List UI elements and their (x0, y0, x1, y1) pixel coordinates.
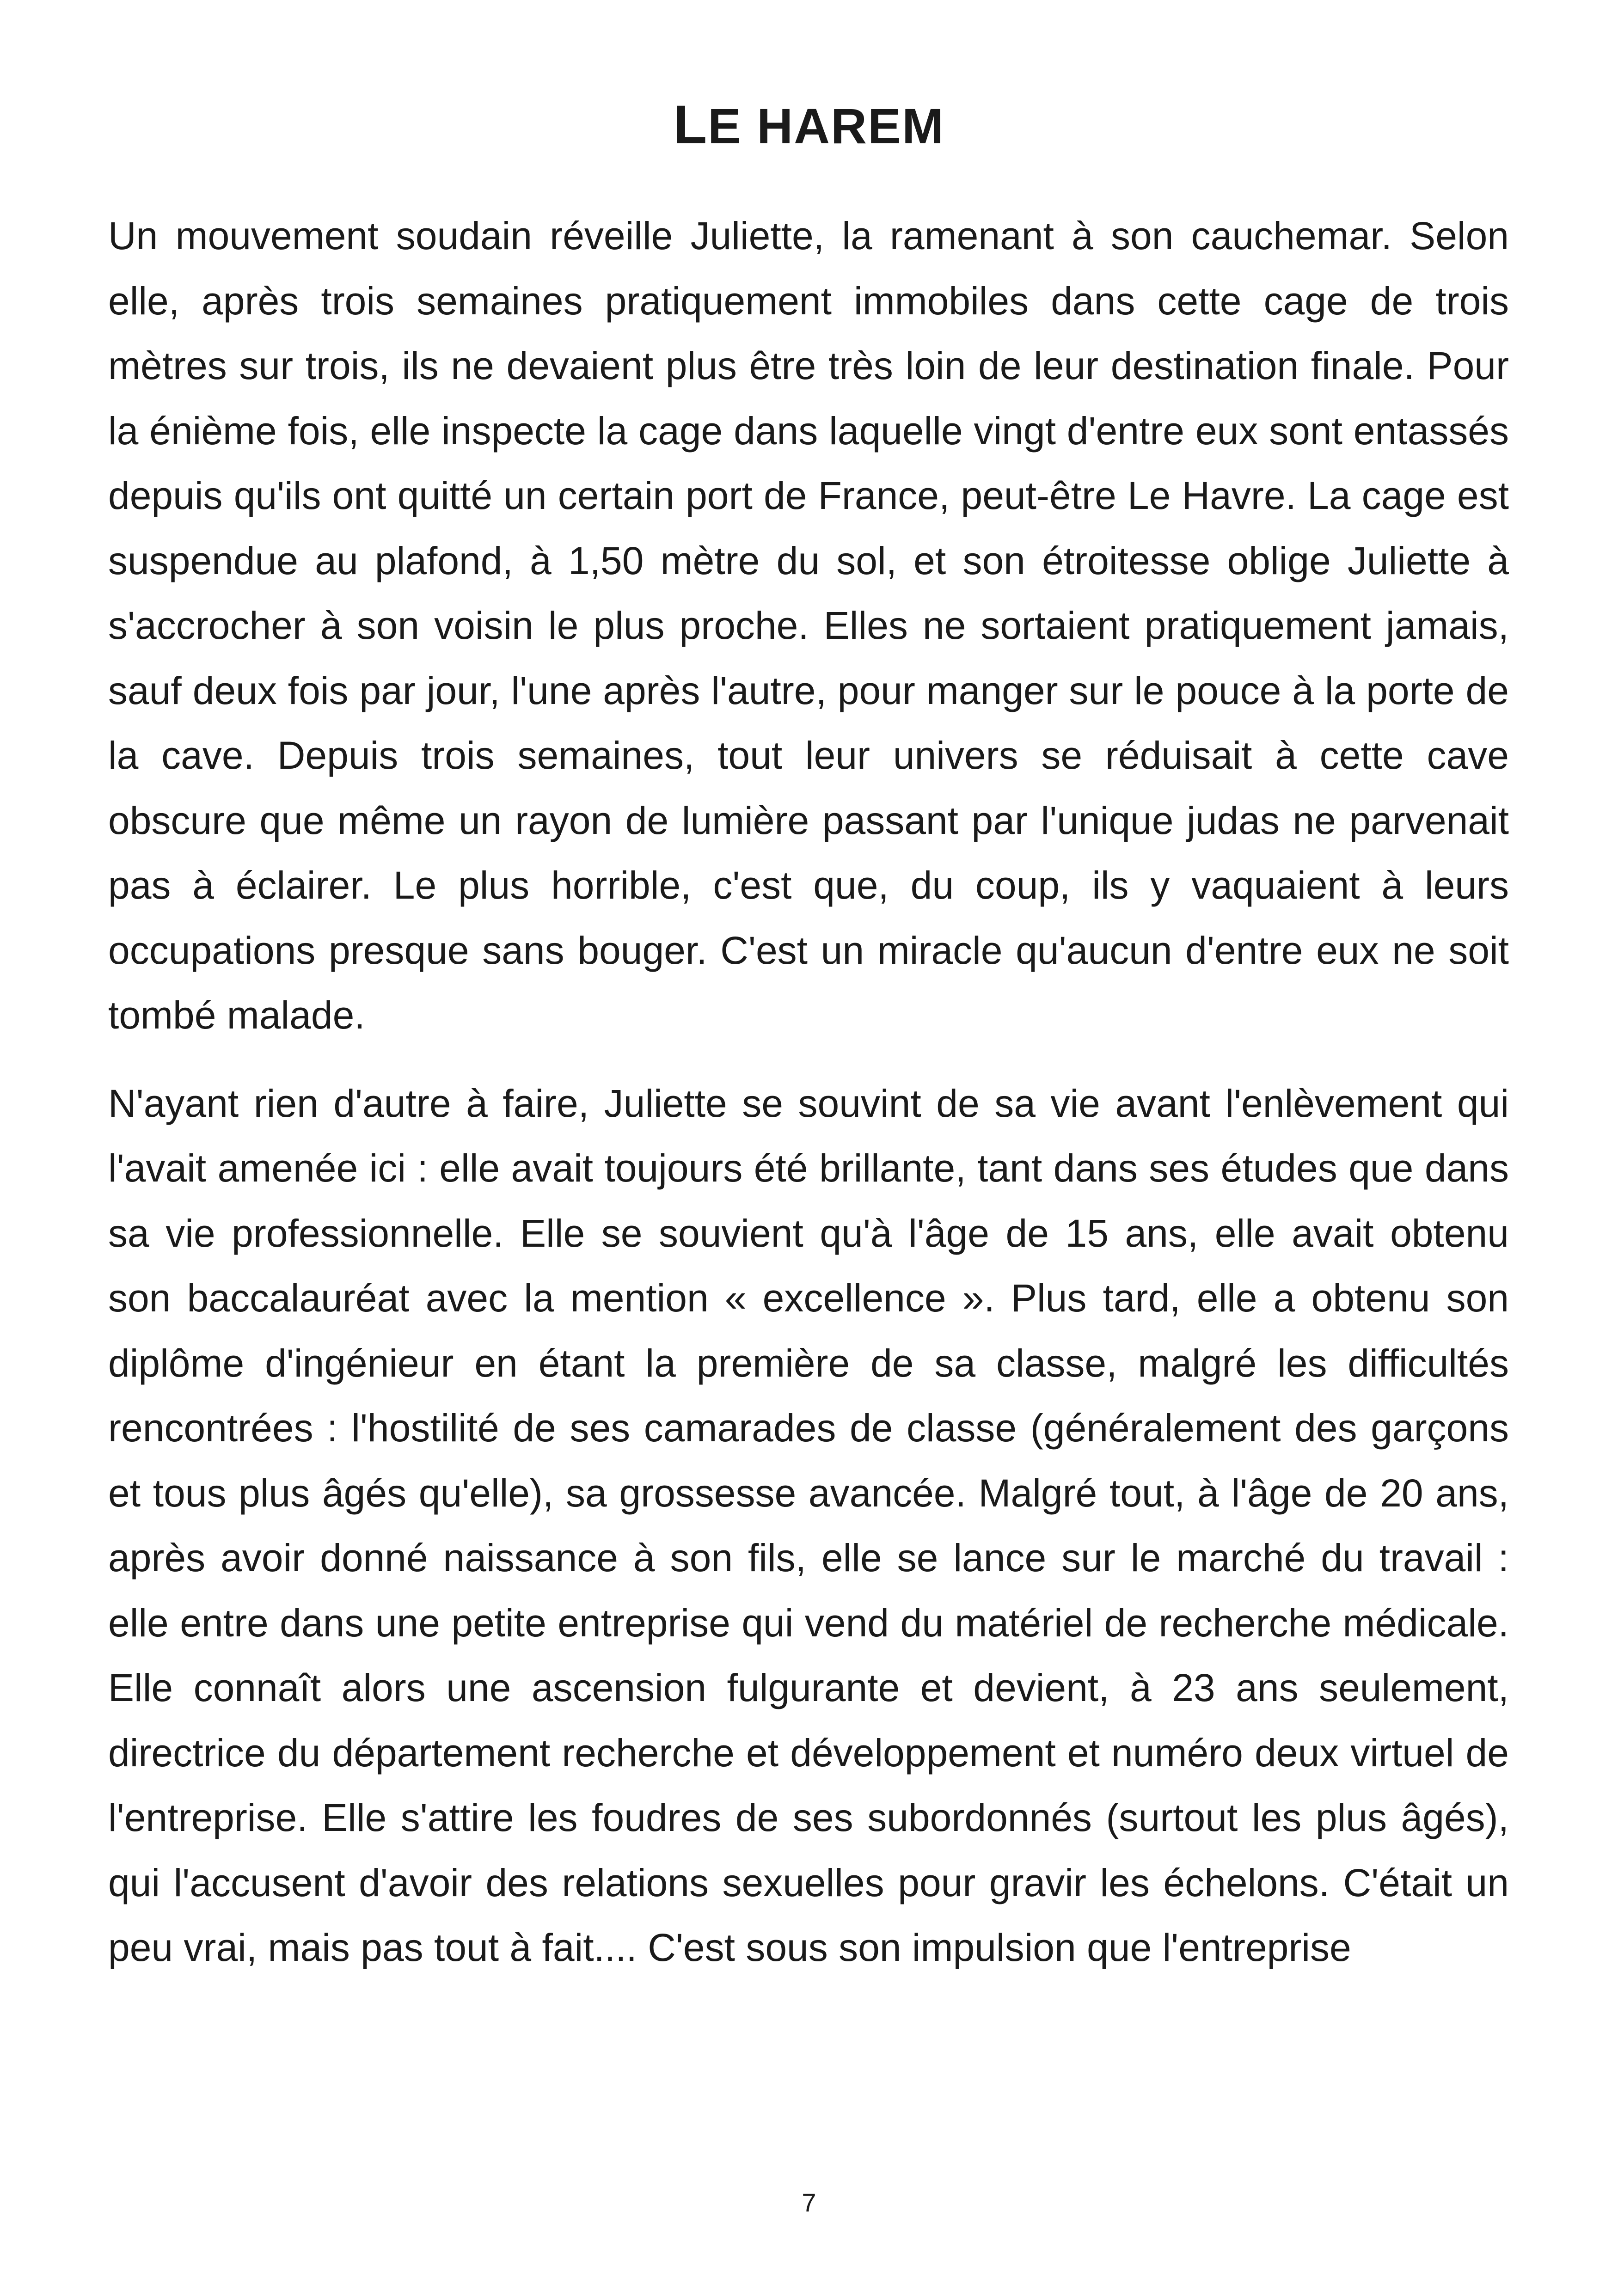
page-number: 7 (802, 2188, 816, 2217)
paragraph-2: N'ayant rien d'autre à faire, Juliette se souvint de sa vie avant l'enlèvement qui l'avait amenée ici : elle avait toujours été brillante, tant dans ses études que dans sa vie professionnelle. Elle se souvient qu'à l'âge de 15 ans, elle avait obtenu son baccalauréat avec la mention « excellence ». Plus tard, elle a obtenu son diplôme d'ingénieur en étant la première de sa classe, malgré les difficultés rencontrées : l'hostilité de ses camarades de classe (généralement des garçons et tous plus âgés qu'elle), sa grossesse avancée. Malgré tout, à l'âge de 20 ans, après avoir donné naissance à son fils, elle se lance sur le marché du travail : elle entre dans une petite entreprise qui vend du matériel de recherche médicale. Elle connaît alors une ascension fulgurante et devient, à 23 ans seulement, directrice du département recherche et développement et numéro deux virtuel de l'entreprise. Elle s'attire les foudres de ses subordonnés (surtout les plus âgés), qui l'accusent d'avoir des relations sexuelles pour gravir les échelons. C'était un peu vrai, mais pas tout à fait.... C'est sous son impulsion que l'entreprise (108, 1081, 1509, 1969)
chapter-title-rest: E HAREM (708, 98, 945, 154)
body-text (108, 203, 1509, 1980)
paragraph-1: Un mouvement soudain réveille Juliette, la ramenant à son cauchemar. Selon elle, après trois semaines pratiquement immobiles dans cette cage de trois mètres sur trois, ils ne devaient plus être très loin de leur destination finale. Pour la énième fois, elle inspecte la cage dans laquelle vingt d'entre eux sont entassés depuis qu'ils ont quitté un certain port de France, peut-être Le Havre. La cage est suspendue au plafond, à 1,50 mètre du sol, et son étroitesse oblige Juliette à s'accrocher à son voisin le plus proche. Elles ne sortaient pratiquement jamais, sauf deux fois par jour, l'une après l'autre, pour manger sur le pouce à la porte de la cave. Depuis trois semaines, tout leur univers se réduisait à cette cave obscure que même un rayon de lumière passant par l'unique judas ne parvenait pas à éclairer. Le plus horrible, c'est que, du coup, ils y vaquaient à leurs occupations presque sans bouger. C'est un miracle qu'aucun d'entre eux ne soit tombé malade. (108, 214, 1509, 1037)
chapter-title-initial: L (673, 94, 708, 155)
chapter-title (0, 95, 1618, 156)
